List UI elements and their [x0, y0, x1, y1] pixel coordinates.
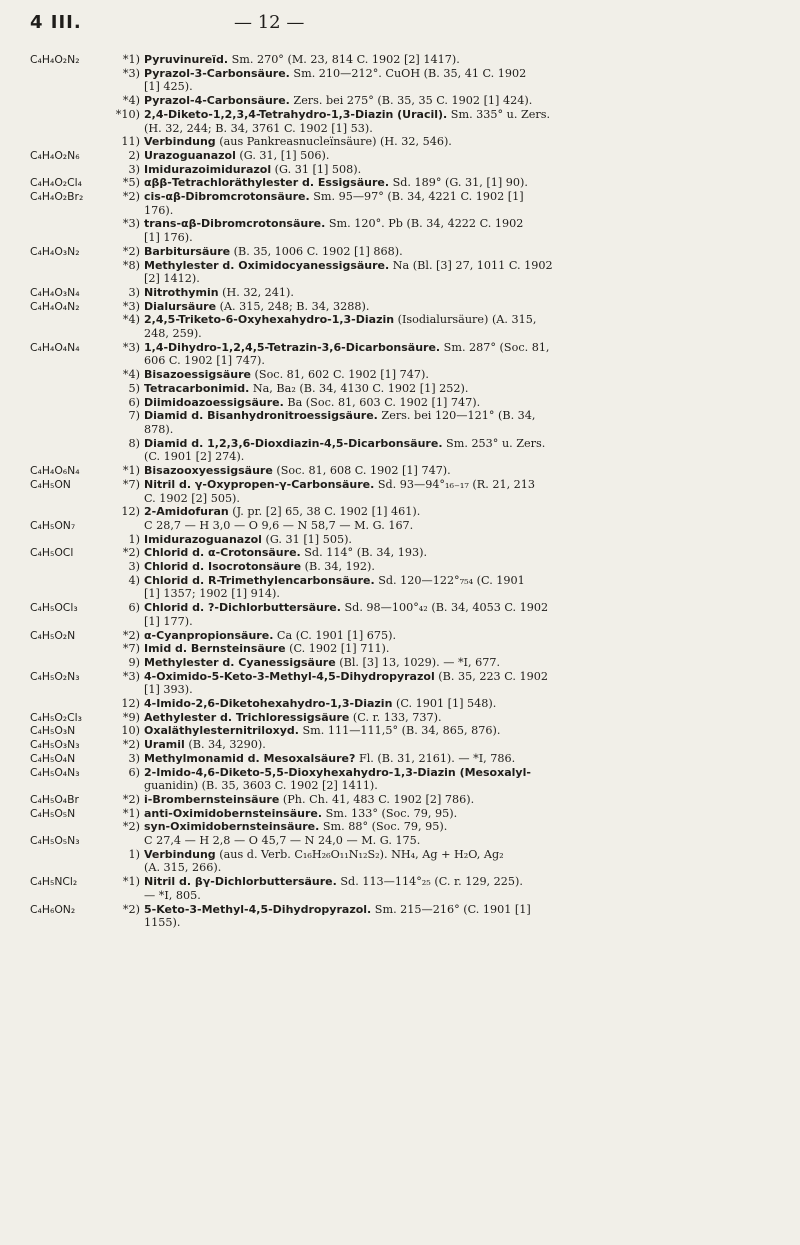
- entry-details: (B. 35, 223 C. 1902: [434, 669, 548, 683]
- entry-text: [113, 478, 788, 492]
- compound-entry: [0, 533, 800, 547]
- entry-text: [113, 149, 788, 163]
- entry-number: 6): [128, 395, 140, 409]
- entry-details: (B. 35, 1006 C. 1902 [1] 868).: [230, 244, 403, 258]
- molecular-formula: C₄H₄O₂Cl₄: [30, 176, 83, 190]
- entry-number: *2): [122, 244, 140, 258]
- entry-details: (Soc. 81, 608 C. 1902 [1] 747).: [272, 464, 451, 478]
- continuation-text: 606 C. 1902 [1] 747).: [144, 354, 265, 368]
- entry-number: 1): [128, 847, 140, 861]
- continuation-text: C. 1902 [2] 505).: [144, 491, 240, 505]
- compound-entry: [0, 807, 800, 821]
- compound-entry: [0, 409, 800, 423]
- entry-details: Sd. 98—100°₄₂ (B. 34, 4053 C. 1902: [340, 601, 549, 615]
- page-number: — 12 —: [234, 12, 305, 33]
- compound-entry: [0, 820, 800, 834]
- entry-number: *2): [122, 738, 140, 752]
- entry-details: Sm. 287° (Soc. 81,: [440, 340, 550, 354]
- compound-entry: [0, 341, 800, 355]
- compound-entry: [0, 903, 800, 917]
- compound-name: Nitril d. βγ-Dichlorbuttersäure.: [144, 875, 337, 889]
- compound-name: trans-αβ-Dibromcrotonsäure.: [144, 217, 326, 231]
- compound-entry: [0, 560, 800, 574]
- compound-entry: [0, 176, 800, 190]
- entry-continuation: [0, 779, 800, 793]
- compound-entry: [0, 313, 800, 327]
- entry-number: 1): [128, 532, 140, 546]
- compound-entry: [0, 656, 800, 670]
- entry-text: [113, 300, 788, 314]
- entry-number: *3): [122, 217, 140, 231]
- entry-text: [113, 286, 788, 300]
- compound-name: Verbindung: [144, 847, 216, 861]
- entry-number: 12): [121, 505, 140, 519]
- compound-entry: [0, 190, 800, 204]
- continuation-text: [1] 177).: [144, 614, 193, 628]
- entry-details: (J. pr. [2] 65, 38 C. 1902 [1] 461).: [228, 505, 421, 519]
- section-header: 4 III.: [30, 12, 82, 33]
- entry-details: Sm. 210—212°. CuOH (B. 35, 41 C. 1902: [289, 66, 527, 80]
- compound-name: cis-αβ-Dibromcrotonsäure.: [144, 190, 310, 204]
- continuation-text: 176).: [144, 203, 174, 217]
- compound-name: 5-Keto-3-Methyl-4,5-Dihydropyrazol.: [144, 902, 372, 916]
- compound-entry: [0, 711, 800, 725]
- compound-entry: [0, 217, 800, 231]
- entry-number: *8): [122, 258, 140, 272]
- entry-details: Sd. 93—94°₁₆₋₁₇ (R. 21, 213: [374, 477, 536, 491]
- compound-entry: [0, 396, 800, 410]
- entry-text: [113, 807, 788, 821]
- entry-text: [113, 601, 788, 615]
- entry-details: Ba (Soc. 81, 603 C. 1902 [1] 747).: [283, 395, 481, 409]
- entry-text: [113, 834, 788, 848]
- entry-details: (G. 31 [1] 508).: [271, 162, 362, 176]
- compound-name: Imidurazoguanazol: [144, 532, 262, 546]
- molecular-formula: C₄H₅O₂N₃: [30, 669, 80, 683]
- entry-continuation: [0, 587, 800, 601]
- continuation-text: [1] 425).: [144, 80, 193, 94]
- compound-entry: [0, 629, 800, 643]
- entry-text: [113, 793, 788, 807]
- entry-details: Sm. 215—216° (C. 1901 [1]: [371, 902, 531, 916]
- entry-text: [113, 752, 788, 766]
- entry-text: [113, 313, 788, 327]
- entry-continuation: [0, 615, 800, 629]
- compound-name: 4-Imido-2,6-Diketohexahydro-1,3-Diazin: [144, 697, 393, 711]
- entry-text: [113, 820, 788, 834]
- molecular-formula: C₄H₅O₄Br: [30, 792, 79, 806]
- entry-text: [113, 848, 788, 862]
- molecular-formula: C₄H₅O₅N: [30, 806, 76, 820]
- molecular-formula: C₄H₅ON₇: [30, 518, 76, 532]
- entry-text: [113, 697, 788, 711]
- entry-number: 3): [128, 560, 140, 574]
- compound-entry: [0, 601, 800, 615]
- continuation-text: [1] 393).: [144, 683, 193, 697]
- compound-name: Pyruvinureïd.: [144, 53, 229, 66]
- continuation-text: guanidin) (B. 35, 3603 C. 1902 [2] 1411).: [144, 779, 378, 793]
- entry-details: (aus d. Verb. C₁₆H₂₆O₁₁N₁₂S₂). NH₄, Ag + H₂O, Ag₂: [215, 847, 504, 861]
- compound-name: 2-Amidofuran: [144, 505, 229, 519]
- entry-text: [113, 519, 788, 533]
- entry-number: *2): [122, 546, 140, 560]
- compound-entry: [0, 875, 800, 889]
- compound-entry: [0, 546, 800, 560]
- compound-name: Urazoguanazol: [144, 148, 236, 162]
- compound-name: Chlorid d. ?-Dichlorbuttersäure.: [144, 601, 341, 615]
- entry-number: *1): [122, 875, 140, 889]
- entry-continuation: [0, 889, 800, 903]
- compound-name: 4-Oximido-5-Keto-3-Methyl-4,5-Dihydropyrazol: [144, 669, 435, 683]
- entry-continuation: [0, 492, 800, 506]
- entry-number: *4): [122, 368, 140, 382]
- molecular-formula: C₄H₅NCl₂: [30, 875, 78, 889]
- entry-number: 10): [121, 724, 140, 738]
- entry-text: [113, 108, 788, 122]
- compound-entry: [0, 464, 800, 478]
- continuation-text: (H. 32, 244; B. 34, 3761 C. 1902 [1] 53).: [144, 121, 373, 135]
- entry-details: Zers. bei 275° (B. 35, 35 C. 1902 [1] 424).: [289, 94, 533, 108]
- entry-details: Sd. 113—114°₂₅ (C. r. 129, 225).: [336, 875, 523, 889]
- compound-entry: [0, 793, 800, 807]
- entry-text: [113, 94, 788, 108]
- compound-entry: [0, 738, 800, 752]
- molecular-formula: C₄H₅O₃N₃: [30, 738, 80, 752]
- entry-number: *2): [122, 792, 140, 806]
- entry-number: *1): [122, 806, 140, 820]
- molecular-formula: C₄H₅OCl: [30, 546, 74, 560]
- compound-entry: [0, 368, 800, 382]
- molecular-formula: C₄H₄O₆N₄: [30, 464, 80, 478]
- entry-details: (A. 315, 248; B. 34, 3288).: [216, 299, 370, 313]
- compound-name: Verbindung: [144, 135, 216, 149]
- molecular-formula: C₄H₅O₂Cl₃: [30, 710, 83, 724]
- entry-text: [113, 546, 788, 560]
- entry-text: [113, 217, 788, 231]
- entry-number: *3): [122, 299, 140, 313]
- molecular-formula: C₄H₆ON₂: [30, 902, 76, 916]
- compound-name: Uramil: [144, 738, 185, 752]
- entry-continuation: [0, 122, 800, 136]
- compound-entry: [0, 245, 800, 259]
- entry-details: (Soc. 81, 602 C. 1902 [1] 747).: [250, 368, 429, 382]
- compound-name: 2,4-Diketo-1,2,3,4-Tetrahydro-1,3-Diazin (Uracil).: [144, 107, 448, 121]
- molecular-formula: C₄H₄O₂N₂: [30, 53, 80, 66]
- compound-entry: [0, 437, 800, 451]
- entry-text: [113, 574, 788, 588]
- compound-name: Tetracarbonimid.: [144, 381, 250, 395]
- compound-name: Diamid d. 1,2,3,6-Dioxdiazin-4,5-Dicarbonsäure.: [144, 436, 443, 450]
- molecular-formula: C₄H₅O₄N₃: [30, 765, 80, 779]
- compound-name: syn-Oximidobernsteinsäure.: [144, 820, 320, 834]
- entry-number: 3): [128, 285, 140, 299]
- continuation-text: [2] 1412).: [144, 272, 200, 286]
- molecular-formula: C₄H₅OCl₃: [30, 601, 78, 615]
- molecular-formula: C₄H₅ON: [30, 477, 71, 491]
- compound-name: αββ-Tetrachloräthylester d. Essigsäure.: [144, 176, 390, 190]
- entry-text: [113, 560, 788, 574]
- continuation-text: [1] 1357; 1902 [1] 914).: [144, 587, 280, 601]
- entry-details: (C. 1902 [1] 711).: [285, 642, 390, 656]
- entry-text: [113, 533, 788, 547]
- compound-entry: [0, 724, 800, 738]
- entry-continuation: [0, 861, 800, 875]
- entry-text: [113, 670, 788, 684]
- entry-number: 5): [128, 381, 140, 395]
- compound-list: [0, 53, 800, 930]
- compound-name: Dialursäure: [144, 299, 217, 313]
- entry-continuation: [0, 450, 800, 464]
- entry-number: 12): [121, 697, 140, 711]
- entry-text: [113, 903, 788, 917]
- continuation-text: 248, 259).: [144, 327, 202, 341]
- entry-number: *1): [122, 464, 140, 478]
- entry-continuation: [0, 423, 800, 437]
- entry-text: [113, 396, 788, 410]
- compound-name: Methylester d. Oximidocyanessigsäure.: [144, 258, 390, 272]
- entry-details: Sd. 120—122°₇₅₄ (C. 1901: [374, 573, 525, 587]
- molecular-formula: C₄H₅O₅N₃: [30, 834, 80, 848]
- entry-text: [113, 629, 788, 643]
- entry-number: 6): [128, 765, 140, 779]
- entry-number: *7): [122, 477, 140, 491]
- entry-continuation: [0, 683, 800, 697]
- compound-entry: [0, 382, 800, 396]
- compound-name: Chlorid d. Isocrotonsäure: [144, 560, 302, 574]
- compound-entry: [0, 259, 800, 273]
- compound-name: Pyrazol-3-Carbonsäure.: [144, 66, 290, 80]
- entry-text: [113, 766, 788, 780]
- entry-details: Sd. 114° (B. 34, 193).: [300, 546, 428, 560]
- entry-text: [113, 656, 788, 670]
- entry-continuation: [0, 204, 800, 218]
- entry-number: *4): [122, 313, 140, 327]
- entry-number: 6): [128, 601, 140, 615]
- entry-text: [113, 505, 788, 519]
- molecular-formula: C₄H₅O₃N: [30, 724, 76, 738]
- compound-name: 2-Imido-4,6-Diketo-5,5-Dioxyhexahydro-1,3-Diazin (Mesoxalyl-: [144, 765, 531, 779]
- compound-name: Bisazooxyessigsäure: [144, 464, 273, 478]
- entry-details: (C. 1901 [1] 548).: [392, 697, 497, 711]
- molecular-formula: C₄H₅O₄N: [30, 751, 76, 765]
- entry-details: Sm. 335° u. Zers.: [447, 107, 551, 121]
- molecular-formula: C₄H₅O₂N: [30, 628, 76, 642]
- compound-name: Chlorid d. α-Crotonsäure.: [144, 546, 301, 560]
- compound-name: Diimidoazoessigsäure.: [144, 395, 284, 409]
- entry-details: (aus Pankreasnucleïnsäure) (H. 32, 546).: [215, 135, 452, 149]
- compound-name: Methylmonamid d. Mesoxalsäure?: [144, 751, 356, 765]
- entry-number: 8): [128, 436, 140, 450]
- entry-details: (Ph. Ch. 41, 483 C. 1902 [2] 786).: [279, 792, 475, 806]
- entry-details: (G. 31 [1] 505).: [261, 532, 352, 546]
- entry-number: *2): [122, 820, 140, 834]
- compound-entry: [0, 519, 800, 533]
- entry-details: (C. r. 133, 737).: [349, 710, 442, 724]
- entry-number: *5): [122, 176, 140, 190]
- entry-continuation: [0, 354, 800, 368]
- entry-number: 7): [128, 409, 140, 423]
- molecular-formula: C₄H₄O₃N₂: [30, 244, 80, 258]
- continuation-text: 1155).: [144, 916, 181, 930]
- compound-name: i-Brombernsteinsäure: [144, 792, 280, 806]
- entry-text: [113, 190, 788, 204]
- continuation-text: — *I, 805.: [144, 888, 201, 902]
- entry-details: (Isodialursäure) (A. 315,: [394, 313, 537, 327]
- entry-number: *3): [122, 66, 140, 80]
- entry-continuation: [0, 272, 800, 286]
- compound-entry: [0, 697, 800, 711]
- entry-text: [113, 259, 788, 273]
- compound-name: Nitril d. γ-Oxypropen-γ-Carbonsäure.: [144, 477, 375, 491]
- entry-number: *2): [122, 190, 140, 204]
- entry-text: [113, 464, 788, 478]
- entry-number: 9): [128, 655, 140, 669]
- molecular-formula: C₄H₄O₂Br₂: [30, 190, 84, 204]
- entry-number: 2): [128, 148, 140, 162]
- entry-text: [113, 176, 788, 190]
- compound-name: Imid d. Bernsteinsäure: [144, 642, 286, 656]
- entry-details: Sm. 88° (Soc. 79, 95).: [319, 820, 448, 834]
- entry-number: *10): [115, 107, 140, 121]
- entry-text: [113, 642, 788, 656]
- entry-text: [113, 711, 788, 725]
- entry-details: (Bl. [3] 13, 1029). — *I, 677.: [335, 655, 500, 669]
- entry-continuation: [0, 80, 800, 94]
- compound-entry: [0, 300, 800, 314]
- entry-text: [113, 163, 788, 177]
- compound-entry: [0, 574, 800, 588]
- entry-details: Na, Ba₂ (B. 34, 4130 C. 1902 [1] 252).: [249, 381, 469, 395]
- continuation-text: (C. 1901 [2] 274).: [144, 450, 245, 464]
- compound-name: Oxaläthylesternitriloxyd.: [144, 724, 299, 738]
- compound-entry: [0, 163, 800, 177]
- continuation-text: [1] 176).: [144, 231, 193, 245]
- entry-number: 4): [128, 573, 140, 587]
- compound-entry: [0, 834, 800, 848]
- composition-line: C 28,7 — H 3,0 — O 9,6 — N 58,7 — M. G. 167.: [144, 518, 414, 532]
- entry-text: [113, 368, 788, 382]
- entry-text: [113, 382, 788, 396]
- compound-entry: [0, 286, 800, 300]
- compound-name: α-Cyanpropionsäure.: [144, 628, 274, 642]
- molecular-formula: C₄H₄O₄N₂: [30, 299, 80, 313]
- compound-entry: [0, 94, 800, 108]
- entry-number: *1): [122, 53, 140, 66]
- entry-text: [113, 724, 788, 738]
- entry-continuation: [0, 327, 800, 341]
- compound-entry: [0, 752, 800, 766]
- compound-entry: [0, 135, 800, 149]
- entry-number: *4): [122, 94, 140, 108]
- entry-details: Sm. 270° (M. 23, 814 C. 1902 [2] 1417).: [228, 53, 460, 66]
- entry-number: *3): [122, 669, 140, 683]
- entry-continuation: [0, 231, 800, 245]
- entry-details: (G. 31, [1] 506).: [235, 148, 330, 162]
- compound-entry: [0, 642, 800, 656]
- entry-number: *9): [122, 710, 140, 724]
- compound-entry: [0, 478, 800, 492]
- entry-text: [113, 437, 788, 451]
- entry-details: Ca (C. 1901 [1] 675).: [273, 628, 397, 642]
- molecular-formula: C₄H₄O₄N₄: [30, 340, 80, 354]
- compound-entry: [0, 53, 800, 67]
- compound-name: Barbitursäure: [144, 244, 231, 258]
- entry-details: Sd. 189° (G. 31, [1] 90).: [389, 176, 528, 190]
- entry-details: Sm. 111—111,5° (B. 34, 865, 876).: [298, 724, 501, 738]
- compound-entry: [0, 848, 800, 862]
- compound-name: Bisazoessigsäure: [144, 368, 251, 382]
- entry-details: Fl. (B. 31, 2161). — *I, 786.: [355, 751, 516, 765]
- molecular-formula: C₄H₄O₃N₄: [30, 285, 80, 299]
- entry-details: (B. 34, 3290).: [184, 738, 266, 752]
- continuation-text: 878).: [144, 422, 174, 436]
- entry-number: 3): [128, 751, 140, 765]
- compound-entry: [0, 670, 800, 684]
- entry-text: [113, 875, 788, 889]
- compound-name: Methylester d. Cyanessigsäure: [144, 655, 336, 669]
- entry-details: Sm. 133° (Soc. 79, 95).: [322, 806, 458, 820]
- entry-number: *2): [122, 902, 140, 916]
- compound-name: anti-Oximidobernsteinsäure.: [144, 806, 323, 820]
- compound-name: 2,4,5-Triketo-6-Oxyhexahydro-1,3-Diazin: [144, 313, 395, 327]
- molecular-formula: C₄H₄O₂N₆: [30, 148, 80, 162]
- compound-entry: [0, 149, 800, 163]
- entry-details: (B. 34, 192).: [301, 560, 375, 574]
- entry-details: Sm. 120°. Pb (B. 34, 4222 C. 1902: [325, 217, 524, 231]
- entry-number: 11): [121, 135, 140, 149]
- compound-name: Aethylester d. Trichloressigsäure: [144, 710, 350, 724]
- compound-entry: [0, 67, 800, 81]
- entry-details: Sm. 253° u. Zers.: [442, 436, 546, 450]
- entry-text: [113, 341, 788, 355]
- compound-name: Imidurazoimidurazol: [144, 162, 272, 176]
- entry-number: 3): [128, 162, 140, 176]
- entry-continuation: [0, 916, 800, 930]
- continuation-text: (A. 315, 266).: [144, 861, 222, 875]
- entry-details: Zers. bei 120—121° (B. 34,: [377, 409, 536, 423]
- compound-entry: [0, 766, 800, 780]
- entry-number: *7): [122, 642, 140, 656]
- entry-number: *3): [122, 340, 140, 354]
- compound-name: Pyrazol-4-Carbonsäure.: [144, 94, 290, 108]
- compound-entry: [0, 505, 800, 519]
- entry-text: [113, 409, 788, 423]
- entry-details: (H. 32, 241).: [218, 285, 294, 299]
- compound-entry: [0, 108, 800, 122]
- compound-name: Nitrothymin: [144, 285, 219, 299]
- compound-name: Chlorid d. R-Trimethylencarbonsäure.: [144, 573, 375, 587]
- entry-text: [113, 245, 788, 259]
- entry-text: [113, 67, 788, 81]
- entry-details: Na (Bl. [3] 27, 1011 C. 1902: [389, 258, 553, 272]
- compound-name: 1,4-Dihydro-1,2,4,5-Tetrazin-3,6-Dicarbonsäure.: [144, 340, 441, 354]
- entry-number: *2): [122, 628, 140, 642]
- entry-text: [113, 738, 788, 752]
- composition-line: C 27,4 — H 2,8 — O 45,7 — N 24,0 — M. G. 175.: [144, 834, 421, 848]
- entry-text: [113, 135, 788, 149]
- compound-name: Diamid d. Bisanhydronitroessigsäure.: [144, 409, 378, 423]
- entry-text: [113, 53, 788, 67]
- entry-details: Sm. 95—97° (B. 34, 4221 C. 1902 [1]: [309, 190, 524, 204]
